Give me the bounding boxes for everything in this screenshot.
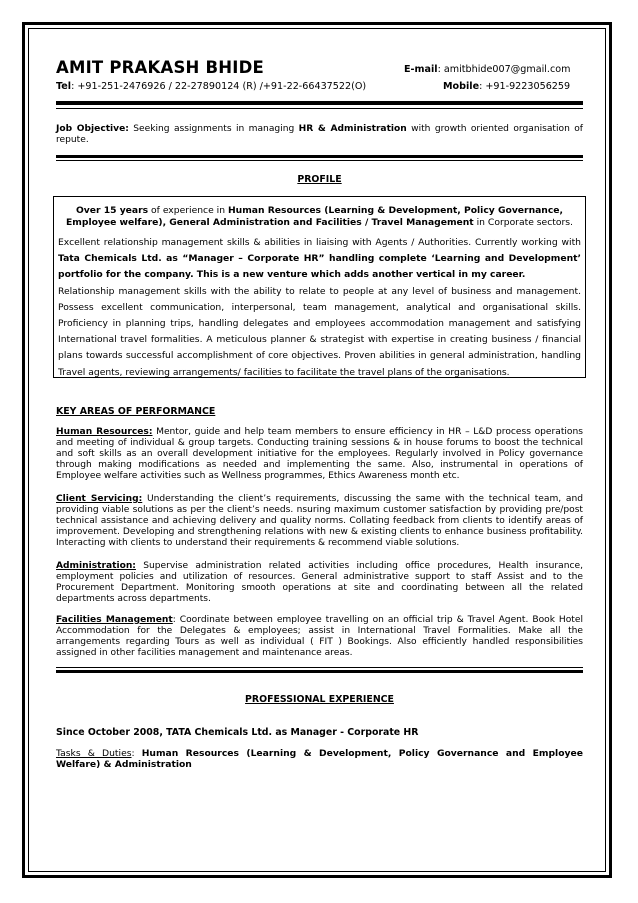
profile-intro-bold-1: Over 15 years <box>75 205 149 216</box>
kap-item-administration <box>56 561 583 605</box>
profile-para1-bold: Tata Chemicals Ltd. as “Manager – Corporate HR” handling complete ‘Learning and Development’ portfolio for the company. This is a new venture which adds another vertical in my career. <box>58 253 581 281</box>
kap-item-label: Human Resources: <box>56 427 153 437</box>
header-divider-thick <box>56 101 583 105</box>
email-line <box>404 64 570 75</box>
objective-divider-thick <box>56 155 583 158</box>
profile-body <box>58 235 581 381</box>
profile-intro-text-2: in Corporate sectors. <box>473 216 573 228</box>
mobile-label: Mobile <box>443 81 480 92</box>
tel-line <box>56 81 366 92</box>
tasks-duties <box>56 748 583 771</box>
objective-divider-thin <box>56 160 583 161</box>
objective-text-bold: HR & Administration <box>298 124 407 134</box>
kap-item-human-resources <box>56 427 583 482</box>
profile-intro <box>58 205 581 228</box>
kap-divider-thin <box>56 667 583 668</box>
job-objective <box>56 124 583 146</box>
kap-item-text: Mentor, guide and help team members to ensure efficiency in HR – L&D process operations and meeting of individual & group targets. Conducting training sessions & in house forums to boost the technical and soft skills as an overall development initiative for the employees. Regularly involved in Policy governance through making modifications as needed and implementing the same. Also, instrumental in operations of Employee welfare activities such as Wellness programmes, Ethics Awareness month etc. <box>56 427 583 482</box>
kap-heading: KEY AREAS OF PERFORMANCE <box>56 406 216 417</box>
profile-paragraph-1 <box>58 235 581 284</box>
email-label: E-mail <box>404 64 438 75</box>
experience-heading: PROFESSIONAL EXPERIENCE <box>245 694 394 705</box>
tasks-text: Human Resources (Learning & Development, Policy Governance and Employee Welfare) & Administration <box>56 748 583 771</box>
mobile-value: : +91-9223056259 <box>479 81 571 92</box>
kap-item-label: Facilities Management <box>56 615 173 625</box>
objective-text-a: Seeking assignments in managing <box>128 124 299 134</box>
experience-role-line: Since October 2008, TATA Chemicals Ltd. as Manager - Corporate HR <box>56 727 419 738</box>
tel-label: Tel <box>56 81 72 92</box>
tel-value: : +91-251-2476926 / 22-27890124 (R) /+91-22-66437522(O) <box>71 81 367 92</box>
header-divider-thin <box>56 108 583 109</box>
kap-item-label: Administration: <box>56 561 136 571</box>
kap-item-text: Understanding the client’s requirements, discussing the same with the technical team, and providing viable solutions as per the client’s needs. nsuring maximum customer satisfaction by providing pre/post technical assistance and achieving delivery and quality norms. Collating feedback from clients to identify areas of improvement. Developing and strengthening relations with new & existing clients to enhance business profitability. Interacting with clients to understand their requirements & recommend viable solutions. <box>56 494 584 549</box>
kap-item-facilities-management <box>56 615 583 659</box>
profile-heading: PROFILE <box>297 174 342 185</box>
profile-paragraph-2: Relationship management skills with the ability to relate to people at any level of business and management. Possess excellent communication, interpersonal, team management, analytical and organisational skills. Proficiency in planning trips, handling delegates and employees accommodation management and satisfying International travel formalities. A meticulous planner & strategist with expertise in creating business / financial plans towards successful accomplishment of core objectives. Proven abilities in general administration, handling Travel agents, reviewing arrangements/ facilities to facilitate the travel plans of the organisations. <box>58 285 581 378</box>
candidate-name: AMIT PRAKASH BHIDE <box>56 58 264 77</box>
profile-para1-text: Excellent relationship management skills & abilities in liaising with Agents / Authorities. Currently working with <box>58 237 581 248</box>
mobile-line <box>443 81 570 92</box>
kap-item-client-servicing <box>56 494 583 549</box>
tasks-separator: : <box>131 748 142 759</box>
email-value: : amitbhide007@gmail.com <box>437 64 571 75</box>
objective-text-b: with growth oriented organisation of repute. <box>56 124 583 146</box>
kap-divider-thick <box>56 670 583 673</box>
tasks-label: Tasks & Duties <box>56 748 132 759</box>
objective-label: Job Objective: <box>56 124 129 134</box>
profile-intro-bold-2: Human Resources (Learning & Development, Policy Governance, Employee welfare), General Administration and Facilities / Travel Management <box>66 205 564 228</box>
kap-item-text: : Coordinate between employee travelling on an official trip & Travel Agent. Book Hotel Accommodation for the Delegates & employees; assist in International Travel Formalities. Make all the arrangements regarding Tours as well as individual ( FIT ) Bookings. Also efficiently handled responsibilities assigned in other facilities management and maintenance areas. <box>56 615 583 659</box>
kap-item-label: Client Servicing: <box>56 494 143 504</box>
kap-item-text: Supervise administration related activities including office procedures, Health insurance, employment policies and utilization of resources. General administrative support to staff Assist and to the Procurement Department. Monitoring smooth operations at site and coordinating between all the related departments across departments. <box>56 561 583 605</box>
profile-intro-text-1: of experience in <box>148 205 228 216</box>
